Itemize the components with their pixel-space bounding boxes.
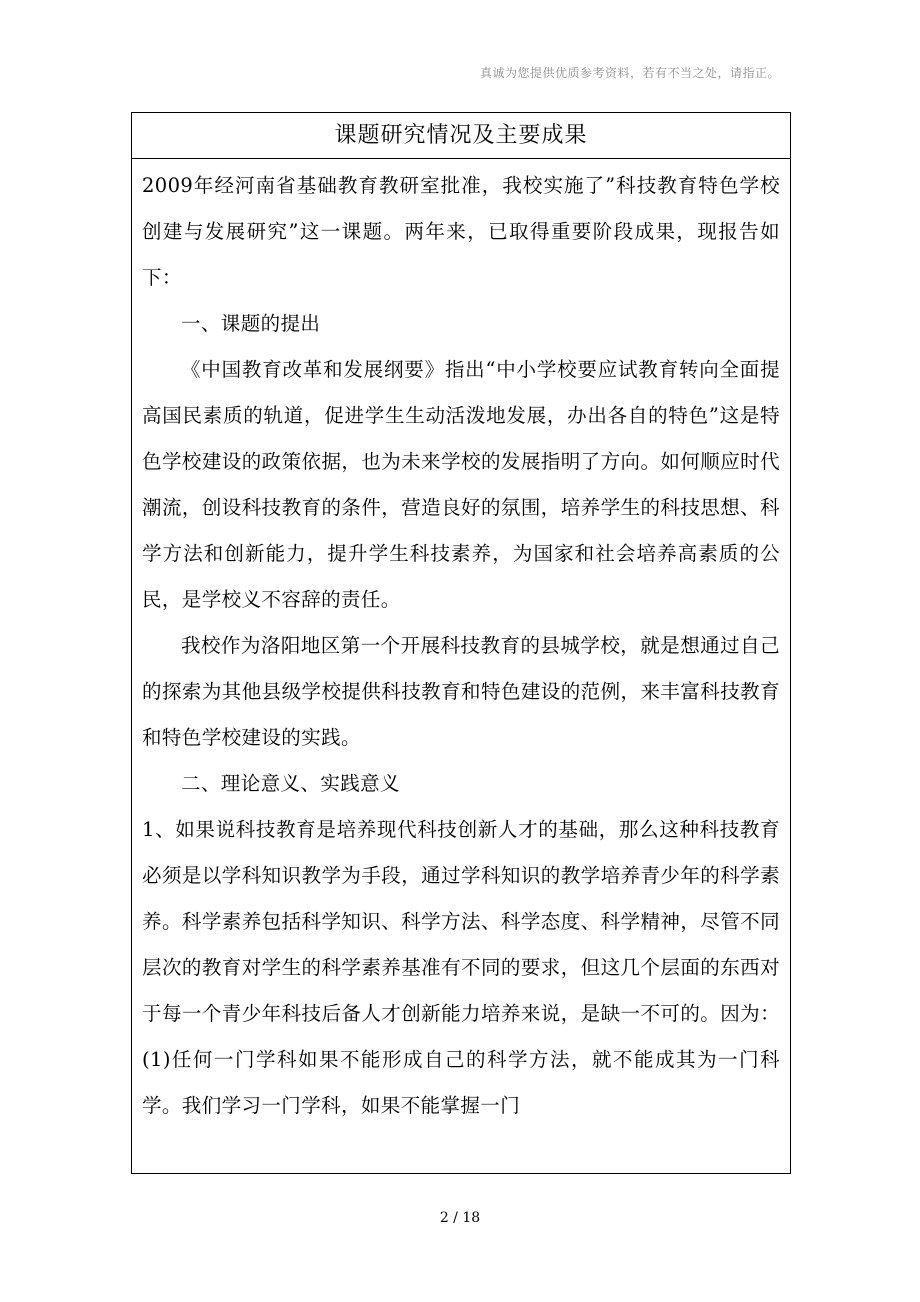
document-body [132, 159, 790, 1129]
section-heading-2: 二、理论意义、实践意义 [181, 772, 400, 795]
table-title: 课题研究情况及主要成果 [132, 113, 790, 159]
section-heading-1: 一、课题的提出 [181, 312, 321, 335]
paragraph-background: 《中国教育改革和发展纲要》指出“中小学校要应试教育转向全面提高国民素质的轨道，促进学生生动活泼地发展，办出各自的特色”这是特色学校建设的政策依据，也为未来学校的发展指明了方向。如何顺应时代潮流，创设科技教育的条件，营造良好的氛围，培养学生的科技思想、科学方法和创新能力，提升学生科技素养，为国家和社会培养高素质的公民，是学校义不容辞的责任。 [142, 358, 780, 611]
header-note: 真诚为您提供优质参考资料，若有不当之处，请指正。 [479, 66, 780, 80]
paragraph-point-1: 1、如果说科技教育是培养现代科技创新人才的基础，那么这种科技教育必须是以学科知识教学为手段，通过学科知识的教学培养青少年的科学素养。科学素养包括科学知识、科学方法、科学态度、科学精神，尽管不同层次的教育对学生的科学素养基准有不同的要求，但这几个层面的东西对于每一个青少年科技后备人才创新能力培养来说，是缺一不可的。因为：(1)任何一门学科如果不能形成自己的科学方法，就不能成其为一门科学。我们学习一门学科，如果不能掌握一门 [142, 818, 780, 1117]
paragraph-school-role: 我校作为洛阳地区第一个开展科技教育的县城学校，就是想通过自己的探索为其他县级学校提供科技教育和特色建设的范例，来丰富科技教育和特色学校建设的实践。 [142, 634, 780, 749]
document-table [131, 112, 791, 1174]
page-number: 2 / 18 [439, 1210, 481, 1226]
paragraph-intro: 2009年经河南省基础教育教研室批准，我校实施了”科技教育特色学校创建与发展研究”这一课题。两年来，已取得重要阶段成果，现报告如下： [142, 174, 780, 289]
